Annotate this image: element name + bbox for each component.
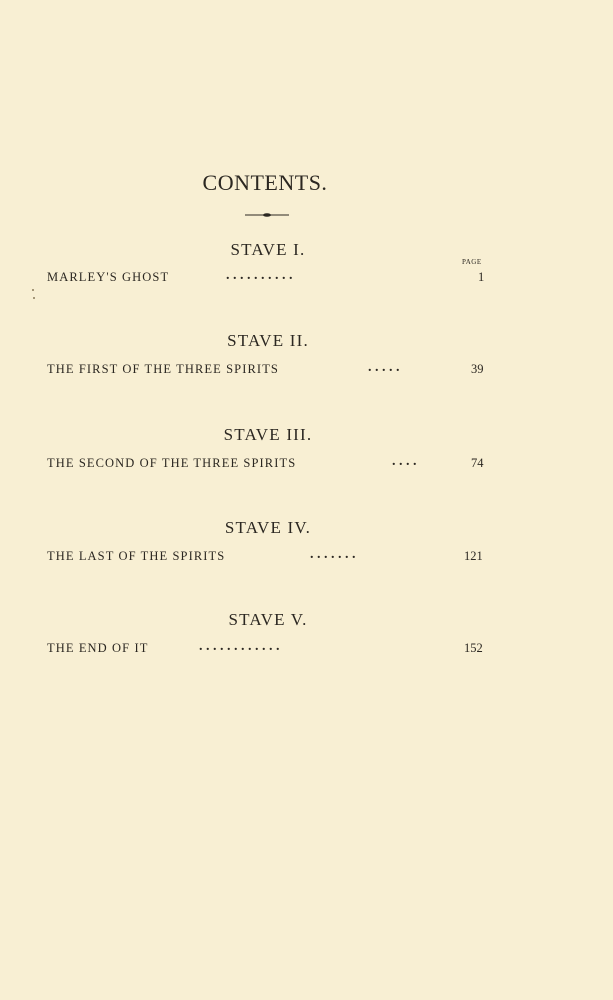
toc-page-number-1: 1 bbox=[478, 270, 485, 284]
toc-entry-title-4: THE LAST OF THE SPIRITS bbox=[47, 549, 226, 563]
paper-speck bbox=[32, 289, 34, 291]
stave-heading-3: STAVE III. bbox=[223, 425, 313, 444]
toc-entry-title-1: MARLEY'S GHOST bbox=[47, 270, 170, 284]
toc-leader-3: . . . . bbox=[392, 454, 417, 469]
toc-page-number-4: 121 bbox=[464, 549, 483, 563]
divider-ornament bbox=[245, 212, 289, 218]
contents-title: CONTENTS. bbox=[202, 170, 328, 195]
toc-leader-1: . . . . . . . . . . bbox=[226, 268, 293, 283]
toc-leader-5: . . . . . . . . . . . . bbox=[199, 639, 280, 654]
toc-leader-4: . . . . . . . bbox=[310, 547, 356, 562]
stave-heading-4: STAVE IV. bbox=[224, 518, 312, 537]
stave-heading-2: STAVE II. bbox=[227, 331, 309, 350]
stave-heading-1: STAVE I. bbox=[230, 240, 306, 259]
stave-heading-5: STAVE V. bbox=[228, 610, 308, 629]
toc-page-number-3: 74 bbox=[471, 456, 484, 470]
toc-page-number-5: 152 bbox=[464, 641, 483, 655]
toc-entry-title-3: THE SECOND OF THE THREE SPIRITS bbox=[47, 456, 297, 470]
toc-page-number-2: 39 bbox=[471, 362, 484, 376]
page-column-label: PAGE bbox=[462, 258, 482, 266]
paper-speck bbox=[33, 297, 35, 299]
toc-entry-title-5: THE END OF IT bbox=[47, 641, 149, 655]
toc-entry-title-2: THE FIRST OF THE THREE SPIRITS bbox=[47, 362, 279, 376]
toc-leader-2: . . . . . bbox=[368, 360, 400, 375]
